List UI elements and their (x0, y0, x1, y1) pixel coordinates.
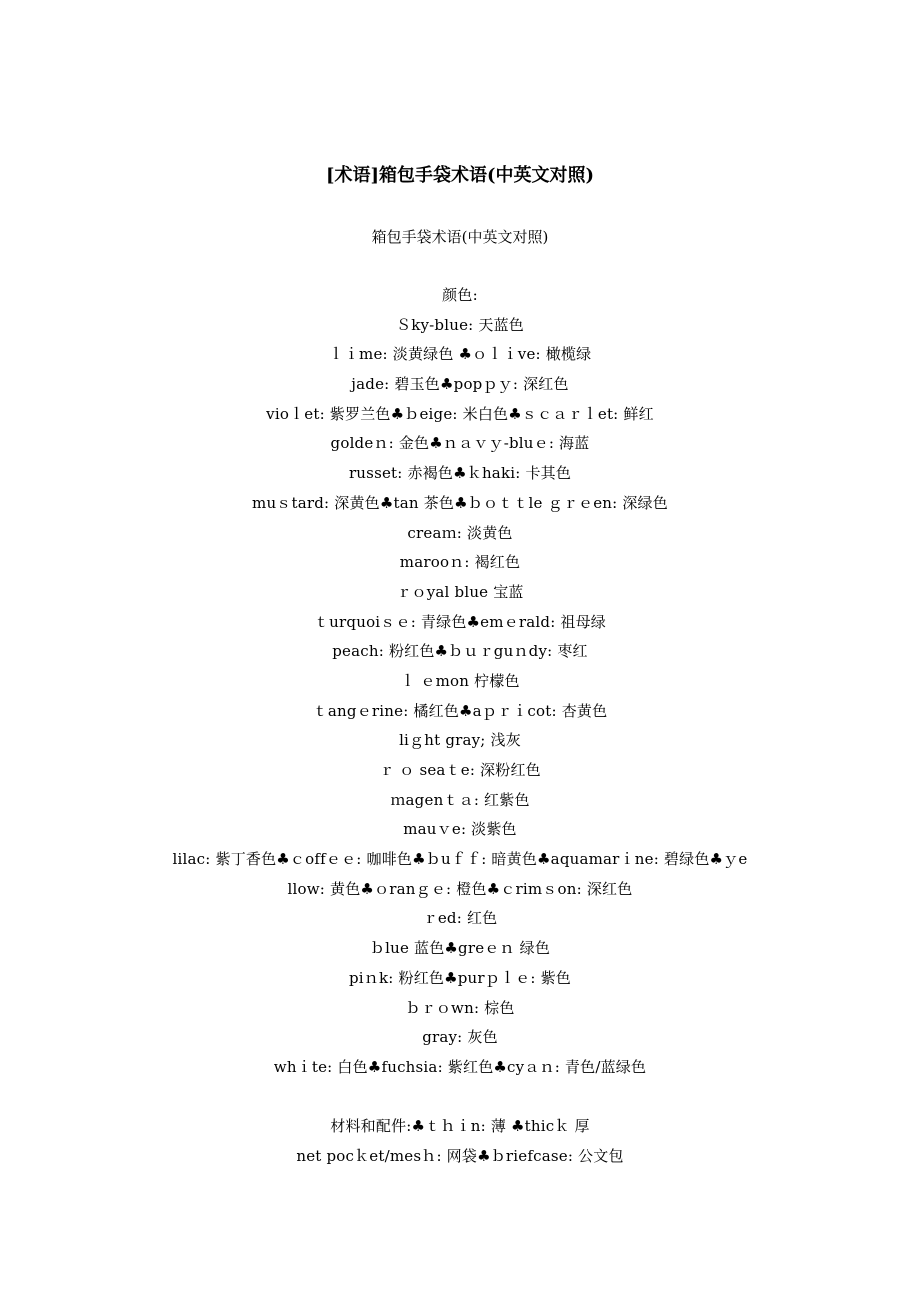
document-subtitle: 箱包手袋术语(中英文对照) (371, 228, 549, 246)
text-line: whｉte: 白色♣fuchsia: 紫红色♣cyａｎ: 青色/蓝绿色 (273, 1057, 647, 1076)
text-line: gray: 灰色 (422, 1028, 498, 1047)
text-line: marooｎ: 褐红色 (399, 553, 521, 572)
text-line: ｌ ｅmon 柠檬色 (400, 671, 520, 690)
text-line: ｔangｅrine: 橘红色♣aｐｒｉcot: 杏黄色 (312, 701, 608, 720)
text-line: lilac: 紫丁香色♣ｃoffｅｅ: 咖啡色♣ｂuｆｆ: 暗黄色♣aquamarｉne: 碧绿色♣ｙe (172, 850, 748, 869)
document-body (0, 281, 920, 1172)
text-line: net pocｋet/mesｈ: 网袋♣ｂriefcase: 公文包 (296, 1146, 624, 1165)
text-line: ｔurquoiｓｅ: 青绿色♣emｅrald: 祖母绿 (313, 612, 607, 631)
section-gap (0, 1083, 920, 1113)
text-line: vioｌet: 紫罗兰色♣ｂeige: 米白色♣ｓｃａｒｌet: 鲜红 (266, 404, 654, 423)
text-line: ｒed: 红色 (422, 909, 498, 928)
document-title: [术语]箱包手袋术语(中英文对照) (325, 165, 595, 186)
text-line: muｓtard: 深黄色♣tan 茶色♣ｂｏｔｔle ｇｒｅen: 深绿色 (252, 493, 668, 512)
text-line: ｍagenｔａ: 红紫色 (390, 790, 530, 809)
text-line: ｂｒｏwn: 棕色 (405, 998, 515, 1017)
text-line: ｒ ｏ seaｔe: 深粉红色 (379, 761, 541, 779)
text-line: Ｓky-blue: 天蓝色 (396, 315, 524, 334)
text-line: llow: 黄色♣ｏranｇｅ: 橙色♣ｃrimｓon: 深红色 (287, 879, 633, 898)
text-line: ｂlue 蓝色♣greｅｎ 绿色 (369, 939, 551, 958)
text-line: liｇht gray; 浅灰 (399, 731, 521, 750)
text-line: creaｍ: 淡黄色 (407, 523, 513, 542)
text-line: piｎk: 粉红色♣purｐｌｅ: 紫色 (348, 968, 571, 987)
text-line: mauｖe: 淡紫色 (403, 820, 517, 839)
text-line: ｒｏyal blue 宝蓝 (396, 582, 524, 601)
materials-heading-line: 材料和配件:♣ｔｈｉn: 薄 ♣thicｋ 厚 (330, 1117, 590, 1136)
text-line: peach: 粉红色♣ｂｕｒguｎdy: 枣红 (332, 642, 588, 661)
text-line: ｌｉme: 淡黄绿色 ♣ｏｌｉve: 橄榄绿 (328, 345, 592, 364)
text-line: jade: 碧玉色♣popｐｙ: 深红色 (351, 375, 569, 394)
text-line: goldeｎ: 金色♣ｎａｖｙ-bluｅ: 海蓝 (330, 434, 590, 453)
text-line: russet: 赤褐色♣ｋhaki: 卡其色 (348, 464, 572, 483)
colors-heading: 颜色: (442, 286, 478, 304)
